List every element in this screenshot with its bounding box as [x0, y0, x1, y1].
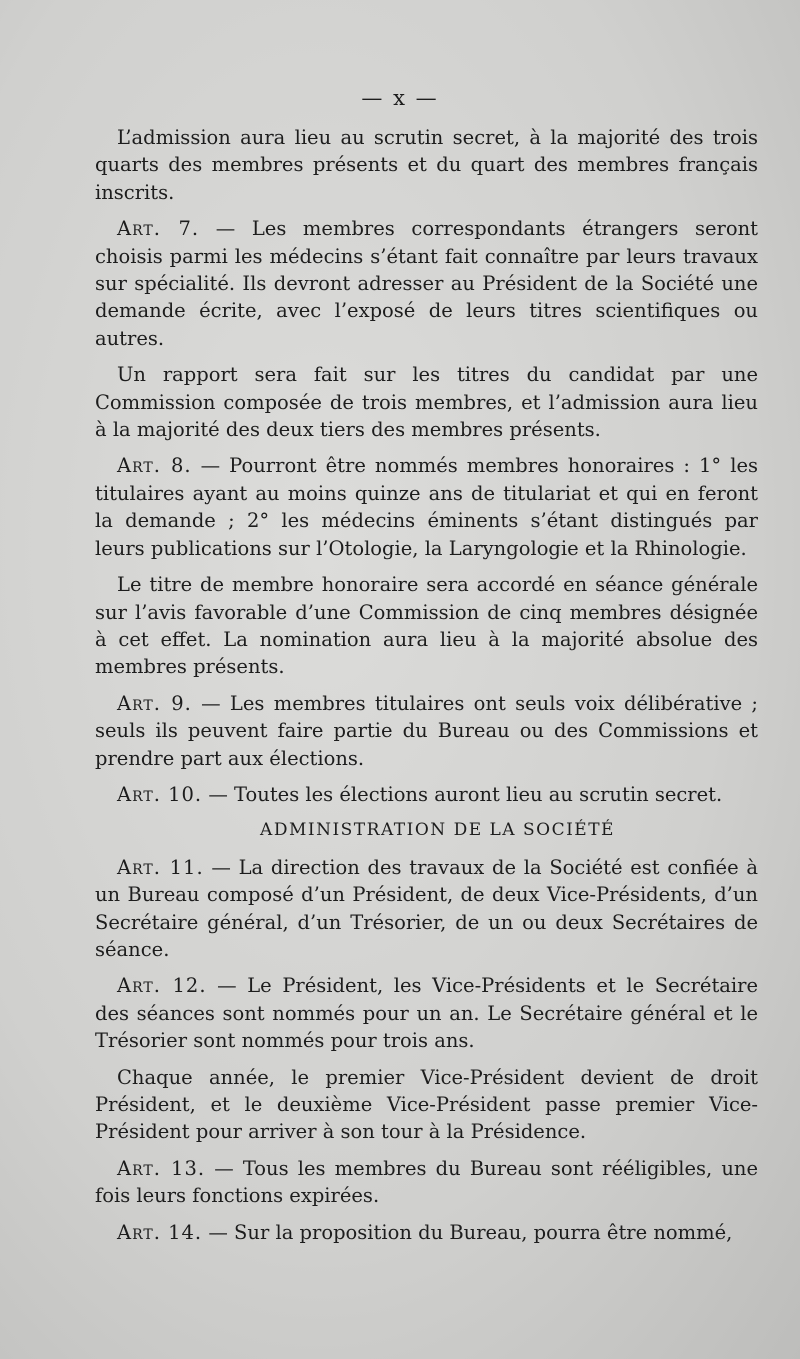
article-text: — Tous les membres du Bureau sont rééligibles, une fois leurs fonctions expirées.	[95, 1156, 759, 1208]
section-heading: ADMINISTRATION DE LA SOCIÉTÉ	[260, 820, 615, 841]
article-10	[95, 781, 758, 808]
article-13	[95, 1155, 758, 1210]
article-9	[95, 690, 758, 772]
article-12-continuation: Chaque année, le premier Vice-Président devient de droit Président, et le deuxième Vice-Président passe premier Vice-Président pour arriver à son tour à la Présidence.	[95, 1065, 758, 1144]
article-12	[95, 972, 758, 1054]
article-label: Art. 9.	[117, 691, 192, 715]
article-text: — Les membres correspondants étrangers seront choisis parmi les médecins s’étant fait connaître par leurs travaux sur spécialité. Ils devront adresser au Président de la Société une demande écrite, avec l’exposé de leurs titres scientifiques ou autres.	[95, 217, 758, 350]
article-label: Art. 8.	[117, 454, 192, 478]
paragraph-admission: L’admission aura lieu au scrutin secret, à la majorité des trois quarts des membres présents et du quart des membres français inscrits.	[95, 126, 758, 204]
article-8-continuation: Le titre de membre honoraire sera accordé en séance générale sur l’avis favorable d’une Commission de cinq membres désignée à cet effet. La nomination aura lieu à la majorité absolue des membres présents.	[95, 573, 758, 679]
page-number: — x —	[361, 86, 439, 110]
article-7	[95, 215, 758, 352]
article-7-continuation: Un rapport sera fait sur les titres du candidat par une Commission composée de trois membres, et l’admission aura lieu à la majorité des deux tiers des membres présents.	[95, 363, 758, 442]
article-label: Art. 12.	[117, 974, 207, 998]
article-14	[95, 1219, 758, 1246]
article-text: — Les membres titulaires ont seuls voix délibérative ; seuls ils peuvent faire partie du Bureau ou des Commissions et prendre part aux élections.	[95, 691, 759, 770]
article-11	[95, 854, 758, 964]
article-8	[95, 452, 758, 562]
article-text: — Sur la proposition du Bureau, pourra être nommé,	[202, 1220, 733, 1244]
article-label: Art. 10.	[117, 782, 203, 806]
body-text	[95, 124, 758, 1255]
article-text: — Le Président, les Vice-Présidents et le Secrétaire des séances sont nommés pour un an. Le Secrétaire général et le Trésorier sont nommés pour trois ans.	[95, 974, 758, 1053]
article-text: — Toutes les élections auront lieu au scrutin secret.	[202, 782, 723, 806]
article-label: Art. 13.	[117, 1156, 206, 1180]
article-label: Art. 14.	[117, 1220, 203, 1244]
article-text: — Pourront être nommés membres honoraires : 1° les titulaires ayant au moins quinze ans de titulariat et qui en feront la demande ; 2° les médecins éminents s’étant distingués par leurs publications sur l’Otologie, la Laryngologie et la Rhinologie.	[95, 454, 759, 560]
article-label: Art. 7.	[117, 217, 200, 241]
article-text: — La direction des travaux de la Société est confiée à un Bureau composé d’un Président, de deux Vice-Présidents, d’un Secrétaire général, d’un Trésorier, de un ou deux Secrétaires de séance.	[95, 855, 758, 961]
article-label: Art. 11.	[117, 855, 204, 879]
